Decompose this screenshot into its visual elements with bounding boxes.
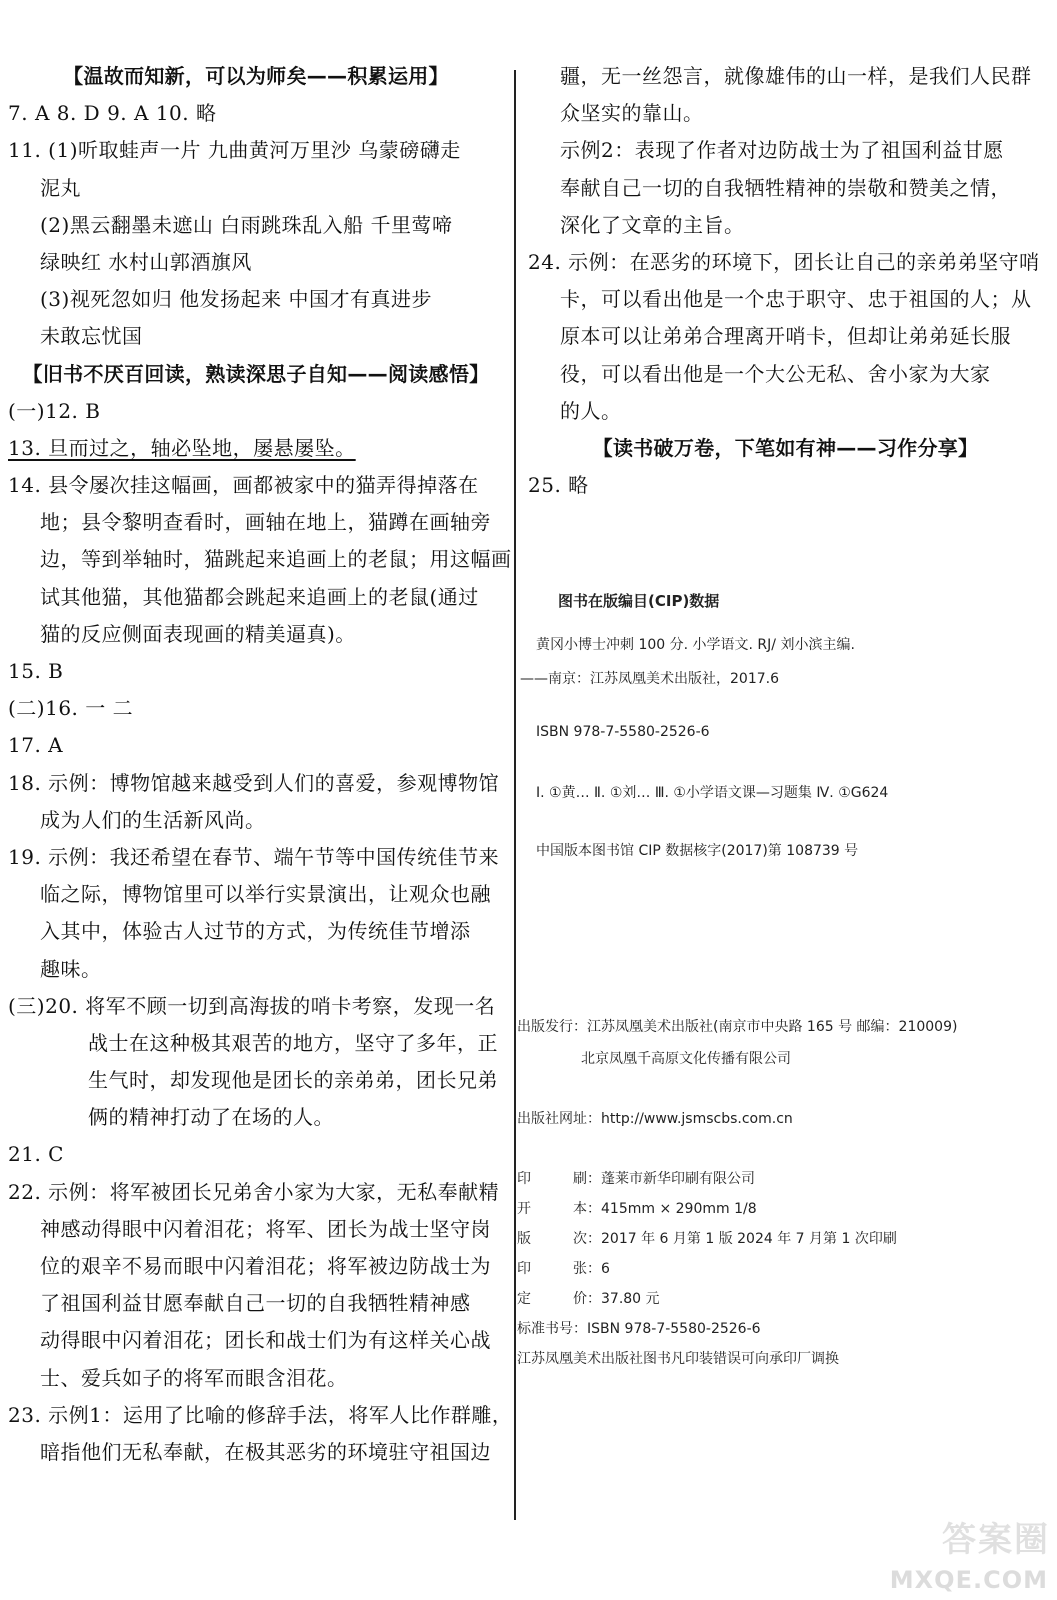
answer-line: 地；县令黎明查看时，画轴在地上，猫蹲在画轴旁 — [40, 510, 491, 535]
edition-value: 次：2017 年 6 月第 1 版 2024 年 7 月第 1 次印刷 — [573, 1231, 897, 1247]
answer-line: 未敢忘忧国 — [40, 324, 143, 349]
answer-line: 卡，可以看出他是一个忠于职守、忠于祖国的人；从 — [560, 287, 1032, 312]
answer-line: 位的艰辛不易而眼中闪着泪花；将军被边防战士为 — [40, 1254, 491, 1278]
answer-line: 22. 示例：将军被团长兄弟舍小家为大家，无私奉献精 — [8, 1179, 500, 1204]
printer-line — [517, 1168, 755, 1188]
answer-line: (二)16. 一 二 — [8, 696, 134, 721]
answer-line: 役，可以看出他是一个大公无私、舍小家为大家 — [560, 361, 991, 386]
answer-line: (2)黑云翻墨未遮山 白雨跳珠乱入船 千里莺啼 — [40, 212, 453, 237]
answer-line: 生气时，却发现他是团长的亲弟弟，团长兄弟 — [88, 1068, 498, 1093]
answer-line: (一)12. B — [8, 398, 101, 423]
answer-line: 入其中，体验古人过节的方式，为传统佳节增添 — [40, 919, 471, 944]
answer-line: 绿映红 水村山郭酒旗风 — [40, 249, 252, 274]
watermark-title: 答案圈 — [942, 1520, 1050, 1560]
answer-line: 神感动得眼中闪着泪花；将军、团长为战士坚守岗 — [40, 1216, 491, 1241]
edition-line — [517, 1228, 897, 1248]
answer-line: (3)视死忽如归 他发扬起来 中国才有真进步 — [40, 287, 433, 312]
sheets-line — [517, 1258, 610, 1278]
answer-line: 临之际，博物馆里可以举行实景演出，让观众也融 — [40, 882, 491, 907]
answer-line: 了祖国利益甘愿奉献自己一切的自我牺牲精神感 — [40, 1291, 471, 1316]
answer-line: 趣味。 — [40, 956, 102, 981]
answer-line: 24. 示例：在恶劣的环境下，团长让自己的亲弟弟坚守哨 — [528, 249, 1040, 274]
cip-title: 图书在版编目(CIP)数据 — [558, 592, 720, 610]
answer-line: 11. (1)听取蛙声一片 九曲黄河万里沙 乌蒙磅礴走 — [8, 138, 461, 163]
answer-line: 俩的精神打动了在场的人。 — [88, 1105, 334, 1130]
price-line — [517, 1288, 660, 1308]
cip-line: ——南京：江苏凤凰美术出版社，2017.6 — [520, 671, 779, 687]
answer-line: 泥丸 — [40, 175, 81, 200]
section-heading-reading: 【旧书不厌百回读，熟读深思子自知——阅读感悟】 — [22, 361, 490, 386]
price-label: 定 — [517, 1291, 531, 1307]
answer-line: 的人。 — [560, 398, 622, 423]
publisher-line: 北京凤凰千高原文化传播有限公司 — [581, 1051, 791, 1067]
section-heading-writing: 【读书破万卷，下笔如有神——习作分享】 — [592, 435, 979, 460]
answer-line: (三)20. 将军不顾一切到高海拔的哨卡考察，发现一名 — [8, 993, 496, 1018]
standard-book-number: 标准书号：ISBN 978-7-5580-2526-6 — [517, 1321, 761, 1337]
format-value: 本：415mm × 290mm 1/8 — [573, 1201, 757, 1217]
printer-value: 刷：蓬莱市新华印刷有限公司 — [573, 1171, 755, 1187]
answer-line: 7. A 8. D 9. A 10. 略 — [8, 101, 217, 126]
sheets-label: 印 — [517, 1261, 531, 1277]
cip-line: 黄冈小博士冲刺 100 分. 小学语文. RJ/ 刘小滨主编. — [536, 637, 855, 653]
answer-line: 暗指他们无私奉献，在极其恶劣的环境驻守祖国边 — [40, 1439, 491, 1464]
answer-line: 19. 示例：我还希望在春节、端午节等中国传统佳节来 — [8, 844, 500, 869]
format-line — [517, 1198, 757, 1218]
section-heading-accumulation: 【温故而知新，可以为师矣——积累运用】 — [63, 64, 449, 88]
answer-line: 试其他猫，其他猫都会跳起来追画上的老鼠(通过 — [40, 584, 479, 609]
right-column — [528, 58, 1043, 504]
answer-line: 动得眼中闪着泪花；团长和战士们为有这样关心战 — [40, 1328, 491, 1353]
answer-line: 25. 略 — [528, 473, 589, 498]
answer-line: 疆，无一丝怨言，就像雄伟的山一样，是我们人民群 — [560, 64, 1032, 88]
answer-line: 23. 示例1：运用了比喻的修辞手法，将军人比作群雕， — [8, 1402, 513, 1427]
answer-line: 士、爱兵如子的将军而眼含泪花。 — [40, 1365, 348, 1390]
answer-line: 18. 示例：博物馆越来越受到人们的喜爱，参观博物馆 — [8, 770, 500, 795]
answer-line: 猫的反应侧面表现画的精美逼真)。 — [40, 621, 356, 646]
printer-label: 印 — [517, 1171, 531, 1187]
answer-line: 14. 县令屡次挂这幅画，画都被家中的猫弄得掉落在 — [8, 473, 479, 498]
answer-line: 边，等到举轴时，猫跳起来追画上的老鼠；用这幅画 — [40, 547, 512, 572]
answer-line: 15. B — [8, 659, 64, 683]
column-divider — [514, 70, 516, 1520]
answer-line: 众坚实的靠山。 — [560, 101, 704, 126]
watermark-logo — [856, 1500, 1056, 1600]
edition-label: 版 — [517, 1231, 531, 1247]
sheets-value: 张：6 — [573, 1261, 610, 1277]
answer-line: 奉献自己一切的自我牺牲精神的崇敬和赞美之情， — [560, 175, 1011, 200]
cip-record-number: 中国版本图书馆 CIP 数据核字(2017)第 108739 号 — [536, 843, 859, 859]
watermark-url: MXQE.COM — [889, 1566, 1048, 1594]
misprint-notice: 江苏凤凰美术出版社图书凡印装错误可向承印厂调换 — [517, 1351, 839, 1367]
cip-classification: Ⅰ. ①黄… Ⅱ. ①刘… Ⅲ. ①小学语文课—习题集 Ⅳ. ①G624 — [536, 785, 889, 801]
left-column — [8, 58, 513, 1471]
answer-line: 深化了文章的主旨。 — [560, 212, 745, 237]
format-label: 开 — [517, 1201, 531, 1217]
cip-isbn: ISBN 978-7-5580-2526-6 — [536, 724, 710, 740]
price-value: 价：37.80 元 — [573, 1291, 660, 1307]
answer-line: 示例2：表现了作者对边防战士为了祖国利益甘愿 — [560, 138, 1004, 163]
answer-line: 原本可以让弟弟合理离开哨卡，但却让弟弟延长服 — [560, 324, 1011, 349]
answer-line: 21. C — [8, 1142, 64, 1167]
publisher-website: 出版社网址：http://www.jsmscbs.com.cn — [517, 1111, 793, 1127]
answer-line: 成为人们的生活新风尚。 — [40, 807, 266, 832]
answer-line: 战士在这种极其艰苦的地方，坚守了多年，正 — [88, 1030, 498, 1055]
answer-line: 17. A — [8, 733, 64, 758]
publisher-line: 出版发行：江苏凤凰美术出版社(南京市中央路 165 号 邮编：210009) — [517, 1019, 958, 1035]
answer-line-underlined: 13. 旦而过之，轴必坠地，屡悬屡坠。 — [8, 435, 356, 460]
